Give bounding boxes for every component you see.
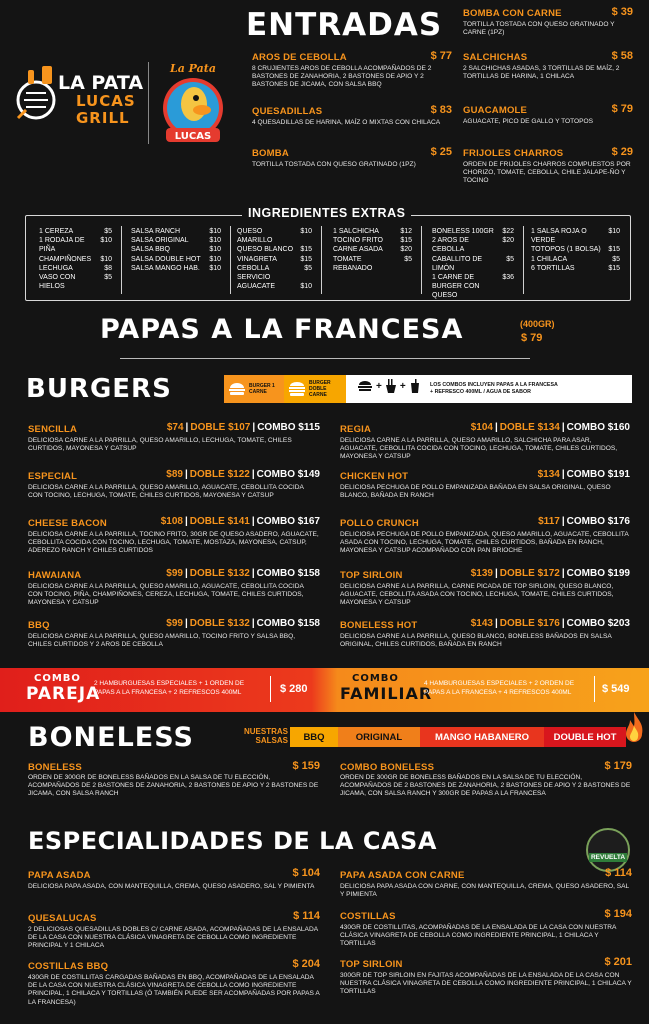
burger-prices [166,568,320,579]
price-separator: | [185,422,189,433]
extras-item-price: $10 [100,255,112,263]
entrada-name: GUACAMOLE [463,105,528,116]
entrada-price: $ 25 [430,146,452,158]
logo-block [14,58,232,150]
extras-item-price: $5 [404,255,412,263]
extras-row [531,245,620,254]
price-separator: | [251,469,255,480]
combo-note: LOS COMBOS INCLUYEN PAPAS A LA FRANCESA + REFRESCO 400ML / AGUA DE SABOR [430,382,558,395]
boneless-desc: ORDEN DE 300GR DE BONELESS BAÑADOS EN LA SALSA DE TU ELECCIÓN, ACOMPAÑADOS DE 2 BASTONES DE ZANAHORIA, 2 BASTONES DE APIO Y 2 BASTONES DE JICAMA, CON SALSA RANCH [28,774,319,798]
burger-desc: DELICIOSA CARNE A LA PARRILLA, QUESO AMARILLO, LECHUGA, TOMATE, CHILES CURTIDOS, MAYONESA Y CATSUP [28,437,292,453]
especialidades-title: ESPECIALIDADES DE LA CASA [28,827,437,855]
burger-item [340,516,630,560]
combo-familiar-desc: 4 HAMBURGUESAS ESPECIALES + 2 ORDEN DE PAPAS A LA FRANCESA + 4 REFRESCOS 400ML [424,680,575,696]
burger-price-single: $143 [470,618,493,629]
extras-row [333,255,412,273]
extras-item-name: VASO CON HIELOS [39,274,76,291]
extras-item-price: $10 [300,228,312,235]
extras-row [39,227,112,236]
extras-item-price: $15 [608,246,620,254]
price-separator: | [252,422,256,433]
extras-item-name: AGUACATE [237,283,275,291]
extras-column [131,227,221,273]
drink-icon [410,379,420,393]
extras-item-price: $10 [608,228,620,235]
especialidad-desc: DELICIOSA PAPA ASADA, CON MANTEQUILLA, CREMA, QUESO ASADERO, SAL Y PIMIENTA [28,883,315,890]
burger-desc: DELICIOSA CARNE A LA PARRILLA, TOCINO FRITO, 30GR DE QUESO ASADERO, AGUACATE, CEBOLLITA COCIDA CON TOCINO, LECHUGA, TOMATE, MOSTAZA, MAYONESA, CATSUP, ADEREZO RANCH Y CHILES CURTIDOS [28,531,319,555]
extras-row [333,227,412,236]
extras-row [531,255,620,264]
especialidad-price: $ 201 [604,956,632,968]
entrada-price: $ 79 [611,103,633,115]
burger-price-single: $104 [470,422,493,433]
salsas-label-1: NUESTRAS [243,727,288,736]
price-separator: | [494,568,498,579]
grill-icon [14,66,60,126]
extras-row [432,273,514,301]
burger-price-combo: COMBO $199 [566,568,630,579]
especialidad-desc: DELICIOSA PAPA ASADA CON CARNE, CON MANTEQUILLA, CREMA, QUESO ASADERO, SAL Y PIMIENTA [340,883,629,899]
extras-item-price: $15 [400,237,412,245]
extras-item-price: $15 [608,264,620,272]
legend-double [284,375,346,403]
flame-icon [624,712,644,744]
entrada-desc: ORDEN DE FRIJOLES CHARROS COMPUESTOS POR CHORIZO, TOMATE, CEBOLLA, CHILE JALAPE-ÑO Y TOCINO [463,161,631,185]
price-separator: | [184,469,188,480]
entrada-name: BOMBA [252,148,289,159]
extras-item-price: $22 [502,228,514,235]
boneless-desc: ORDEN DE 300GR DE BONELESS BAÑADOS EN LA SALSA DE TU ELECCIÓN, ACOMPAÑADOS DE 2 BASTONES DE ZANAHORIA, 2 BASTONES DE APIO Y 2 BASTONES DE JICAMA, CON SALSA RANCH Y 300GR DE PAPAS A LA FRANCESA [340,774,631,798]
extras-item-name: SALSA MANGO HAB. [131,264,200,272]
combo-pareja-price: $ 280 [280,683,308,695]
extras-item-name: 1 RODAJA DE PIÑA [39,237,85,254]
extras-row [432,227,514,236]
salsas-label [236,727,288,745]
burger-name: TOP SIRLOIN [340,570,403,581]
entrada-price: $ 77 [430,50,452,62]
extras-item-price: $5 [104,228,112,235]
entrada-desc: 8 CRUJIENTES AROS DE CEBOLLA ACOMPAÑADOS DE 2 BASTONES DE ZANAHORIA, 2 BASTONES DE APIO Y 2 BASTONES DE JICAMA, CON SALSA BBQ [252,65,432,89]
salsa-chip: DOUBLE HOT [544,727,626,747]
extras-item-name: 2 AROS DE CEBOLLA [432,237,469,254]
burger-item [28,568,320,612]
extras-row [39,236,112,254]
papas-price: $ 79 [521,332,543,344]
plus-icon: + [399,380,406,392]
burger-price-double: DOBLE $107 [190,422,251,433]
revuelta-badge [586,828,630,872]
extras-column [237,227,312,291]
burger-item [28,516,320,560]
especialidad-name: COSTILLAS [340,911,396,922]
boneless-price: $ 159 [292,760,320,772]
especialidad-price: $ 204 [292,958,320,970]
extras-row [432,255,514,273]
extras-item-name: 6 TORTILLAS [531,264,575,272]
extras-column [432,227,514,301]
burger-item [28,422,320,466]
extras-row [531,227,620,245]
extras-item-price: $12 [400,228,412,235]
extras-item-price: $5 [612,255,620,263]
burger-price-double: DOBLE $176 [499,618,560,629]
salsa-chip: ORIGINAL [338,727,420,747]
burger-desc: DELICIOSA PECHUGA DE POLLO EMPANIZADA BAÑADA EN SALSA ORIGINAL, QUESO BLANCO, BAÑADA EN RANCH [340,484,611,500]
burger-price-single: $74 [166,422,184,433]
extras-item-name: 1 SALCHICHA [333,228,379,235]
burger-price-single: $89 [166,469,183,480]
logo-line2: LUCAS [76,92,136,110]
burger-item [28,618,320,662]
entrada-price: $ 58 [611,50,633,62]
extras-item-name: TOCINO FRITO [333,237,383,245]
burger-name: HAWAIANA [28,570,82,581]
extras-item-price: $10 [300,283,312,291]
salsa-chip: BBQ [290,727,338,747]
burger-icon [228,382,246,396]
extras-item-price: $5 [304,264,312,272]
burger-price-combo: COMBO $158 [256,568,320,579]
burger-price-double: DOBLE $134 [499,422,560,433]
extras-item-price: $10 [209,255,221,263]
burger-prices [166,618,320,629]
revuelta-badge-text: REVUELTA [590,854,626,861]
extras-item-price: $15 [300,255,312,263]
burger-prices [471,618,630,629]
burger-prices [471,568,630,579]
burger-desc: DELICIOSA CARNE A LA PARRILLA, CARNE PICADA DE TOP SIRLOIN, QUESO BLANCO, AGUACATE, CEBOLLITA ASADA CON TOCINO, LECHUGA, TOMATE, CHILES CURTIDOS, MAYONESA Y CATSUP [340,583,614,607]
legend-single [224,375,284,403]
logo-line3: GRILL [76,109,130,127]
especialidad-desc: 430GR DE COSTILLITAS CARGADAS BAÑADAS EN BBQ, ACOMPAÑADAS DE LA ENSALADA DE LA CASA CON NUESTRA CLÁSICA VINAGRETA DE CEBOLLA COMO INGREDIENTE PRINCIPAL, 1 CHILACA Y TORTILLAS (Ó TAMBIÉN PUEDE SER ACOMPAÑADAS POR PAPAS A LA FRANCESA) [28,974,320,1006]
burger-desc: DELICIOSA CARNE A LA PARRILLA, QUESO AMARILLO, SALCHICHA PARA ASAR, AGUACATE, CEBOLLITA COCIDA CON TOCINO, LECHUGA, TOMATE, CHILES CURTIDOS, MAYONESA Y CATSUP [340,437,618,461]
especialidad-name: TOP SIRLOIN [340,959,403,970]
entrada-price: $ 29 [611,146,633,158]
combo-pareja [18,672,330,708]
entrada-desc: 2 SALCHICHAS ASADAS, 3 TORTILLAS DE MAÍZ, 2 TORTILLAS DE HARINA, 1 CHILACA [463,65,620,81]
burger-name: CHEESE BACON [28,518,107,529]
burger-price-double: DOBLE $132 [189,568,250,579]
burger-price-single: $99 [166,618,183,629]
entrada-price: $ 39 [611,6,633,18]
burger-prices [167,422,320,433]
price-separator: | [184,568,188,579]
especialidad-desc: 430GR DE COSTILLITAS, ACOMPAÑADAS DE LA ENSALADA DE LA CASA CON NUESTRA CLÁSICA VINAGRETA DE CEBOLLA COMO INGREDIENTE PRINCIPAL, 1 CHILACA Y TORTILLAS [340,924,617,948]
burger-desc: DELICIOSA CARNE A LA PARRILLA, QUESO AMARILLO, AGUACATE, CEBOLLITA COCIDA CON TOCINO, LECHUGA, TOMATE, CHILES CURTIDOS, MAYONESA Y CATSUP [28,484,304,500]
extras-item-price: $10 [209,237,221,245]
burger-desc: DELICIOSA CARNE A LA PARRILLA, QUESO BLANCO, BONELESS BAÑADOS EN SALSA ORIGINAL, CHILES CURTIDOS, BAÑADA EN RANCH [340,633,612,649]
entrada-desc: TORTILLA TOSTADA CON QUESO GRATINADO Y CARNE (1PZ) [463,21,615,37]
burger-item [340,422,630,466]
papas-title: PAPAS A LA FRANCESA [100,314,464,345]
extras-item-price: $10 [209,246,221,254]
extras-row [237,227,312,245]
burger-price-combo: COMBO $176 [566,516,630,527]
extras-item-price: $5 [104,274,112,282]
extras-row [131,236,221,245]
burger-price-combo: COMBO $115 [257,422,320,433]
especialidad-name: COSTILLAS BBQ [28,961,109,972]
especialidad-name: PAPA ASADA [28,870,91,881]
burger-item [340,618,630,662]
burger-price-double: DOBLE $172 [499,568,560,579]
extras-item-price: $10 [100,237,112,245]
combo-pareja-price-sep [270,676,271,702]
extras-row [432,236,514,254]
burger-price-double: DOBLE $122 [189,469,250,480]
fries-icon [386,379,396,393]
extras-row [131,227,221,236]
combo-familiar [336,672,636,708]
extras-item-name: BONELESS 100GR [432,228,494,235]
extras-item-name: CEBOLLA SERVICIO [237,264,271,282]
burger-price-single: $99 [166,568,183,579]
price-separator: | [184,618,188,629]
price-separator: | [561,516,565,527]
extras-row [131,264,221,273]
especialidad-desc: 300GR DE TOP SIRLOIN EN FAJITAS ACOMPAÑADAS DE LA ENSALADA DE LA CASA CON NUESTRA CLÁSICA VINAGRETA DE CEBOLLA COMO INGREDIENTE PRINCIPAL, 1 CHILACA Y TORTILLAS [340,972,632,996]
burger-desc: DELICIOSA CARNE A LA PARRILLA, QUESO AMARILLO, TOCINO FRITO Y SALSA BBQ, CHILES CURTIDOS Y 2 AROS DE CEBOLLA [28,633,296,649]
extras-divider [421,226,422,294]
burger-price-single: $108 [160,516,183,527]
especialidad-price: $ 114 [605,867,632,879]
legend-single-label: BURGER 1 CARNE [249,383,275,395]
price-separator: | [251,568,255,579]
boneless-name: COMBO BONELESS [340,762,435,773]
entrada-name: BOMBA CON CARNE [463,8,562,19]
extras-item-name: 1 CEREZA [39,228,74,235]
combo-familiar-title2: FAMILIAR [340,684,433,703]
extras-divider [121,226,122,294]
extras-item-name: QUESO AMARILLO [237,228,273,245]
entrada-name: FRIJOLES CHARROS [463,148,564,159]
boneless-name: BONELESS [28,762,82,773]
salsas-label-2: SALSAS [255,736,288,745]
extras-row [531,264,620,273]
burger-icon [358,380,372,392]
burger-name: BONELESS HOT [340,620,418,631]
burger-price-combo: COMBO $160 [566,422,630,433]
price-separator: | [561,469,565,480]
especialidad-name: PAPA ASADA CON CARNE [340,870,465,881]
burger-price-combo: COMBO $191 [566,469,630,480]
extras-item-price: $20 [502,237,514,245]
extras-row [131,245,221,254]
especialidad-desc: 2 DELICIOSAS QUESADILLAS DOBLES C/ CARNE ASADA, ACOMPAÑADAS DE LA ENSALADA DE LA CASA CON NUESTRA CLÁSICA VINAGRETA DE CEBOLLA COMO INGREDIENTE PRINCIPAL Y 1 CHILACA [28,926,318,950]
entrada-desc: 4 QUESADILLAS DE HARINA, MAÍZ O MIXTAS CON CHILACA [252,119,441,126]
extras-item-name: TOMATE REBANADO [333,255,373,272]
extras-item-name: CABALLITO DE LIMÓN [432,255,483,272]
plus-icon: + [376,380,382,392]
burger-name: BBQ [28,620,50,631]
burger-price-combo: COMBO $203 [566,618,630,629]
burger-price-combo: COMBO $149 [256,469,320,480]
price-separator: | [251,618,255,629]
extras-row [237,264,312,282]
combo-pareja-desc: 2 HAMBURGUESAS ESPECIALES + 1 ORDEN DE PAPAS A LA FRANCESA + 2 REFRESCOS 400ML [94,680,245,696]
extras-item-price: $20 [400,246,412,254]
extras-column [333,227,412,273]
divider-line [120,358,530,359]
price-separator: | [494,422,498,433]
price-separator: | [561,422,565,433]
extras-item-price: $10 [209,264,221,272]
burger-name: ESPECIAL [28,471,78,482]
price-separator: | [251,516,255,527]
burger-price-double: $117 [538,516,560,527]
legend-double-label: BURGER DOBLE CARNE [309,380,331,398]
especialidad-name: QUESALUCAS [28,913,97,924]
extras-row [333,236,412,245]
extras-item-name: VINAGRETA [237,255,277,263]
especialidad-price: $ 114 [293,910,320,922]
price-separator: | [184,516,188,527]
extras-item-name: QUESO BLANCO [237,246,294,254]
entradas-title: ENTRADAS [246,7,443,43]
burger-name: REGIA [340,424,372,435]
extras-row [39,273,112,291]
extras-title: INGREDIENTES EXTRAS [242,206,411,220]
burger-item [28,469,320,513]
burger-prices [471,422,630,433]
price-separator: | [561,618,565,629]
combo-familiar-price: $ 549 [602,683,630,695]
burger-price-combo: COMBO $158 [256,618,320,629]
extras-row [39,264,112,273]
burger-price-single: $139 [470,568,493,579]
combo-pareja-title1: COMBO [34,673,81,684]
burger-desc: DELICIOSA CARNE A LA PARRILLA, QUESO AMARILLO, AGUACATE, CEBOLLITA COCIDA CON TOCINO, PIÑA, CHAMPIÑONES, CEREZA, LECHUGA, TOMATE, CHILES CURTIDOS, MAYONESA Y CATSUP [28,583,304,607]
extras-item-name: 1 SALSA ROJA O VERDE [531,228,587,245]
extras-column [39,227,112,291]
extras-item-name: SALSA BBQ [131,246,170,254]
extras-divider [321,226,322,294]
extras-row [131,255,221,264]
salsa-chip: MANGO HABANERO [420,727,544,747]
burger-price-double: DOBLE $141 [189,516,250,527]
extras-item-name: TOTOPOS (1 BOLSA) [531,246,601,254]
extras-divider [523,226,524,294]
combo-pareja-title2: PAREJA [26,684,101,704]
especialidad-price: $ 194 [604,908,632,920]
entrada-name: AROS DE CEBOLLA [252,52,347,63]
extras-item-price: $8 [104,264,112,272]
price-separator: | [494,618,498,629]
burger-name: POLLO CRUNCH [340,518,419,529]
burger-prices [161,516,320,527]
combo-familiar-price-sep [594,676,595,702]
extras-column [531,227,620,273]
burgers-title: BURGERS [26,374,172,404]
extras-item-name: 1 CHILACA [531,255,568,263]
svg-text:LUCAS: LUCAS [174,131,212,142]
burger-desc: DELICIOSA PECHUGA DE POLLO EMPANIZADA, QUESO AMARILLO, AGUACATE, CEBOLLITA ASADA CON TOCINO, LECHUGA, TOMATE, CHILES CURTIDOS, BAÑADA EN RANCH, MAYONESA Y CATSUP ACOMPAÑADO CON PAN BRIOCHE [340,531,629,555]
combo-familiar-title1: COMBO [352,673,399,684]
extras-item-name: CHAMPIÑONES [39,255,92,263]
burger-item [340,568,630,612]
boneless-price: $ 179 [604,760,632,772]
entrada-desc: AGUACATE, PICO DE GALLO Y TOTOPOS [463,118,594,125]
burger-name: CHICKEN HOT [340,471,409,482]
extras-item-name: SALSA DOUBLE HOT [131,255,201,263]
combo-icons [358,379,420,393]
entrada-desc: TORTILLA TOSTADA CON QUESO GRATINADO (1PZ) [252,161,416,168]
burger-prices [538,516,630,527]
svg-text:La Pata: La Pata [169,62,217,75]
extras-row [237,282,312,291]
burger-item [340,469,630,513]
especialidad-price: $ 104 [292,867,320,879]
extras-item-name: SALSA ORIGINAL [131,237,189,245]
extras-row [237,245,312,254]
burger-price-double: $134 [537,469,560,480]
logo-divider [148,62,149,144]
entrada-name: QUESADILLAS [252,106,323,117]
extras-item-name: SALSA RANCH [131,228,181,235]
duck-mascot-logo [158,58,228,146]
extras-row [237,255,312,264]
papas-size: (400GR) [520,319,555,329]
extras-item-name: LECHUGA [39,264,73,272]
extras-row [333,245,412,254]
entrada-name: SALCHICHAS [463,52,528,63]
extras-item-price: $36 [502,274,514,282]
extras-item-name: 1 CARNE DE BURGER CON QUESO [432,274,480,300]
extras-divider [230,226,231,294]
extras-item-price: $5 [506,255,514,263]
boneless-title: BONELESS [28,722,194,753]
extras-item-price: $10 [209,228,221,235]
double-burger-icon [288,381,306,397]
price-separator: | [561,568,565,579]
burger-prices [538,469,630,480]
burger-name: SENCILLA [28,424,78,435]
extras-item-price: $15 [300,246,312,254]
extras-item-name: CARNE ASADA [333,246,383,254]
burger-prices [166,469,320,480]
burger-price-double: DOBLE $132 [189,618,250,629]
burger-price-combo: COMBO $167 [256,516,320,527]
extras-row [39,255,112,264]
logo-line1: LA PATA [58,72,144,94]
entrada-price: $ 83 [430,104,452,116]
